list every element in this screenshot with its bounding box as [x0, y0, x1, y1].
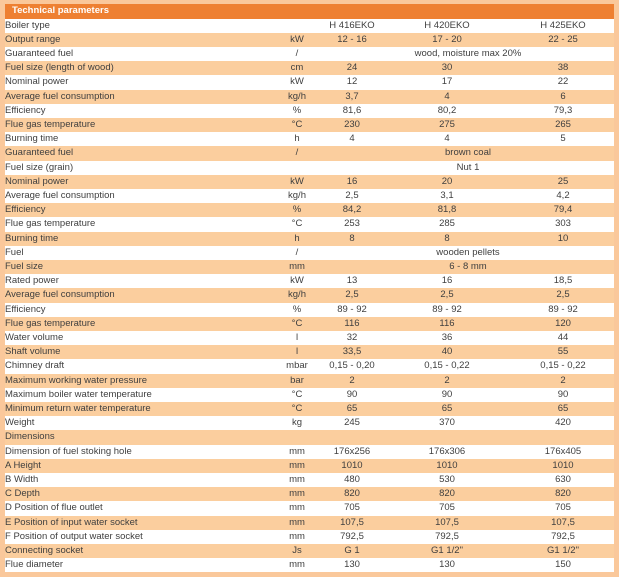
param-label-cell: Nominal power	[5, 175, 69, 187]
value-cell: 303	[555, 218, 571, 230]
param-label-cell: Fuel size (grain)	[5, 161, 74, 173]
value-cell: 90	[441, 388, 453, 400]
value-cell: 176x405	[544, 445, 582, 457]
value-cell: 40	[441, 346, 453, 358]
param-label-cell: C Depth	[5, 488, 40, 500]
value-cell: 80,2	[437, 104, 457, 116]
value-cell: 275	[439, 118, 455, 130]
value-cell: 2	[444, 374, 450, 386]
value-cell: 79,4	[553, 204, 573, 216]
param-label-cell: Flue gas temperature	[5, 317, 96, 329]
table-row	[5, 217, 614, 231]
value-cell: 792,5	[435, 530, 459, 542]
value-cell: 2,5	[440, 289, 454, 301]
param-label-cell: Dimension of fuel stoking hole	[5, 445, 132, 457]
param-label-cell: Connecting socket	[5, 545, 84, 557]
value-cell: 2	[349, 374, 355, 386]
value-cell: H 416EKO	[329, 19, 375, 31]
unit-cell: kW	[290, 76, 304, 88]
table-row	[5, 33, 614, 47]
table-row	[5, 445, 614, 459]
param-label-cell: Maximum boiler water temperature	[5, 388, 152, 400]
value-cell: 705	[344, 502, 360, 514]
unit-cell: kg/h	[288, 90, 306, 102]
param-label-cell: Fuel	[5, 246, 24, 258]
value-cell: 2,5	[556, 289, 570, 301]
section-label-cell: Dimensions	[5, 431, 55, 443]
unit-cell: kW	[290, 33, 304, 45]
value-cell: 30	[441, 62, 453, 74]
table-row	[5, 75, 614, 89]
unit-cell: mm	[289, 459, 305, 471]
value-cell: 820	[555, 488, 571, 500]
value-cell: 33,5	[342, 346, 362, 358]
value-cell: 285	[439, 218, 455, 230]
param-label-cell: A Height	[5, 459, 41, 471]
unit-cell: bar	[290, 374, 304, 386]
value-cell: 150	[555, 559, 571, 571]
value-cell: 16	[346, 175, 358, 187]
value-cell: 10	[557, 232, 569, 244]
unit-cell: kg	[291, 417, 303, 429]
value-cell: 65	[441, 402, 453, 414]
param-label-cell: Guaranteed fuel	[5, 47, 74, 59]
param-label-cell: Water volume	[5, 331, 64, 343]
unit-cell: mm	[289, 502, 305, 514]
unit-cell: mm	[289, 488, 305, 500]
table-row	[5, 402, 614, 416]
value-cell: 36	[441, 331, 453, 343]
value-cell: 81,8	[437, 204, 457, 216]
parameters-table	[5, 19, 614, 573]
table-row	[5, 161, 614, 175]
value-cell: 705	[439, 502, 455, 514]
unit-cell	[272, 19, 322, 33]
table-row	[5, 288, 614, 302]
unit-cell	[272, 161, 322, 175]
value-cell: 90	[557, 388, 569, 400]
value-cell: 44	[557, 331, 569, 343]
param-label-cell: Minimum return water temperature	[5, 402, 151, 414]
value-cell: 81,6	[342, 104, 362, 116]
table-row	[5, 416, 614, 430]
unit-cell: kg/h	[288, 189, 306, 201]
unit-cell: /	[295, 47, 299, 59]
table-row	[5, 90, 614, 104]
value-cell: 24	[346, 62, 358, 74]
value-cell: 89 - 92	[432, 303, 462, 315]
value-cell: 3,1	[440, 189, 454, 201]
value-cell: H 425EKO	[540, 19, 586, 31]
value-cell: 32	[346, 331, 358, 343]
param-label-cell: F Position of output water socket	[5, 530, 143, 542]
value-cell: 253	[344, 218, 360, 230]
span-value-cell: brown coal	[445, 147, 491, 159]
value-cell: 20	[441, 175, 453, 187]
param-label-cell: Fuel size	[5, 260, 44, 272]
table-row	[5, 374, 614, 388]
value-cell: 130	[344, 559, 360, 571]
table-row	[5, 487, 614, 501]
value-cell: 1010	[552, 459, 574, 471]
span-value-cell: wood, moisture max 20%	[414, 47, 522, 59]
table-row	[5, 146, 614, 160]
value-cell: 705	[555, 502, 571, 514]
param-label-cell: Efficiency	[5, 104, 46, 116]
parameters-table-body	[5, 19, 614, 573]
value-cell: 8	[349, 232, 355, 244]
value-cell: 2	[560, 374, 566, 386]
table-row	[5, 274, 614, 288]
unit-cell: mm	[289, 474, 305, 485]
table-row	[5, 388, 614, 402]
param-label-cell: Flue diameter	[5, 559, 64, 571]
param-label-cell: Maximum working water pressure	[5, 374, 148, 386]
table-row	[5, 558, 614, 572]
value-cell: 176x256	[333, 445, 371, 457]
value-cell: 4,2	[556, 189, 570, 201]
value-cell: 6	[560, 90, 566, 102]
param-label-cell: D Position of flue outlet	[5, 502, 103, 514]
technical-parameters-table	[5, 4, 614, 572]
unit-cell: mm	[289, 559, 305, 571]
table-row	[5, 47, 614, 61]
table-row	[5, 260, 614, 274]
value-cell: 107,5	[435, 516, 459, 528]
table-row	[5, 61, 614, 75]
value-cell: 370	[439, 417, 455, 429]
value-cell: 820	[344, 488, 360, 500]
unit-cell: kW	[290, 175, 304, 187]
param-label-cell: Flue gas temperature	[5, 218, 96, 230]
table-row	[5, 118, 614, 132]
value-cell: 89 - 92	[548, 303, 578, 315]
value-cell: 245	[344, 417, 360, 429]
value-cell: 17 - 20	[432, 33, 462, 45]
table-title: Technical parameters	[12, 5, 109, 16]
value-cell: 89 - 92	[337, 303, 367, 315]
unit-cell: °C	[291, 388, 303, 400]
table-row	[5, 331, 614, 345]
param-label-cell: Average fuel consumption	[5, 90, 115, 102]
unit-cell: cm	[290, 62, 304, 74]
value-cell: 84,2	[342, 204, 362, 216]
value-cell: 4	[444, 133, 450, 145]
table-row	[5, 530, 614, 544]
param-label-cell: Guaranteed fuel	[5, 147, 74, 159]
value-cell: 1010	[436, 459, 458, 471]
param-label-cell: Efficiency	[5, 204, 46, 216]
unit-cell: l	[295, 346, 299, 358]
value-cell: 18,5	[553, 275, 573, 287]
unit-cell: kg/h	[288, 289, 306, 301]
param-label-cell: E Position of input water socket	[5, 516, 138, 528]
unit-cell: /	[295, 246, 299, 258]
value-cell: 630	[555, 474, 571, 485]
param-label-cell: Shaft volume	[5, 346, 61, 358]
param-label-cell: Fuel size (length of wood)	[5, 62, 114, 74]
value-cell: 792,5	[551, 530, 575, 542]
unit-cell: °C	[291, 218, 303, 230]
param-label-cell: Boiler type	[5, 19, 50, 31]
table-row	[5, 189, 614, 203]
value-cell: 4	[349, 133, 355, 145]
value-cell: 17	[441, 76, 453, 88]
table-row	[5, 232, 614, 246]
table-row	[5, 459, 614, 473]
table-row	[5, 544, 614, 558]
table-row	[5, 246, 614, 260]
value-cell: 90	[346, 388, 358, 400]
unit-cell: °C	[291, 317, 303, 329]
table-row	[5, 303, 614, 317]
value-cell: 4	[444, 90, 450, 102]
value-cell: 3,7	[345, 90, 359, 102]
table-title-bar	[5, 4, 614, 19]
value-cell: 79,3	[553, 104, 573, 116]
unit-cell: °C	[291, 402, 303, 414]
value-cell: 530	[439, 474, 455, 485]
value-cell: 130	[439, 559, 455, 571]
param-label-cell: Output range	[5, 33, 61, 45]
unit-cell: h	[294, 133, 300, 145]
param-label-cell: Weight	[5, 417, 35, 429]
section-row	[5, 430, 614, 444]
value-cell: 107,5	[551, 516, 575, 528]
value-cell: 65	[557, 402, 569, 414]
value-cell: H 420EKO	[424, 19, 470, 31]
table-row	[5, 516, 614, 530]
value-cell: 55	[557, 346, 569, 358]
value-cell: 792,5	[340, 530, 364, 542]
value-cell: 2,5	[345, 289, 359, 301]
value-cell: 176x306	[428, 445, 466, 457]
value-cell: 820	[439, 488, 455, 500]
value-cell: 265	[555, 118, 571, 130]
value-cell: 16	[441, 275, 453, 287]
param-label-cell: Average fuel consumption	[5, 289, 115, 301]
unit-cell: %	[292, 104, 302, 116]
unit-cell: mm	[289, 516, 305, 528]
table-row	[5, 359, 614, 373]
value-cell: 420	[555, 417, 571, 429]
value-cell: 0,15 - 0,22	[540, 360, 586, 372]
param-label-cell: Burning time	[5, 232, 59, 244]
span-value-cell: 6 - 8 mm	[449, 260, 487, 272]
unit-cell: mm	[289, 260, 305, 272]
table-row	[5, 317, 614, 331]
unit-cell: /	[295, 147, 299, 159]
value-cell: 13	[346, 275, 358, 287]
unit-cell: °C	[291, 118, 303, 130]
value-cell: G 1	[344, 545, 360, 557]
table-row	[5, 175, 614, 189]
param-label-cell: Efficiency	[5, 303, 46, 315]
value-cell: 0,15 - 0,22	[424, 360, 470, 372]
param-label-cell: Average fuel consumption	[5, 189, 115, 201]
value-cell: 25	[557, 175, 569, 187]
table-row	[5, 132, 614, 146]
value-cell: G1 1/2"	[547, 545, 579, 557]
unit-cell: kW	[290, 275, 304, 287]
span-value-cell: Nut 1	[456, 161, 480, 173]
span-value-cell: wooden pellets	[436, 246, 500, 258]
table-row	[5, 104, 614, 118]
unit-cell: l	[295, 331, 299, 343]
param-label-cell: Flue gas temperature	[5, 118, 96, 130]
param-label-cell: Rated power	[5, 275, 59, 287]
value-cell: G1 1/2"	[431, 545, 463, 557]
value-cell: 12 - 16	[337, 33, 367, 45]
value-cell: 2,5	[345, 189, 359, 201]
value-cell: 480	[344, 474, 360, 485]
param-label-cell: Nominal power	[5, 76, 69, 88]
value-cell: 116	[439, 317, 455, 329]
unit-cell: mm	[289, 445, 305, 457]
param-label-cell: B Width	[5, 474, 39, 485]
unit-cell: mm	[289, 530, 305, 542]
unit-cell: %	[292, 204, 302, 216]
table-row	[5, 345, 614, 359]
value-cell: 8	[444, 232, 450, 244]
value-cell: 12	[346, 76, 358, 88]
table-row	[5, 203, 614, 217]
table-row	[5, 19, 614, 33]
value-cell: 230	[344, 118, 360, 130]
param-label-cell: Chimney draft	[5, 360, 65, 372]
unit-cell: %	[292, 303, 302, 315]
value-cell: 120	[555, 317, 571, 329]
value-cell: 22	[557, 76, 569, 88]
value-cell: 107,5	[340, 516, 364, 528]
value-cell: 22 - 25	[548, 33, 578, 45]
value-cell: 5	[560, 133, 566, 145]
unit-cell: mbar	[286, 360, 308, 372]
value-cell: 1010	[341, 459, 363, 471]
table-row	[5, 473, 614, 487]
param-label-cell: Burning time	[5, 133, 59, 145]
value-cell: 38	[557, 62, 569, 74]
unit-cell: h	[294, 232, 300, 244]
table-row	[5, 501, 614, 515]
unit-cell: Js	[292, 545, 302, 557]
value-cell: 65	[346, 402, 358, 414]
value-cell: 0,15 - 0,20	[329, 360, 375, 372]
value-cell: 116	[344, 317, 360, 329]
